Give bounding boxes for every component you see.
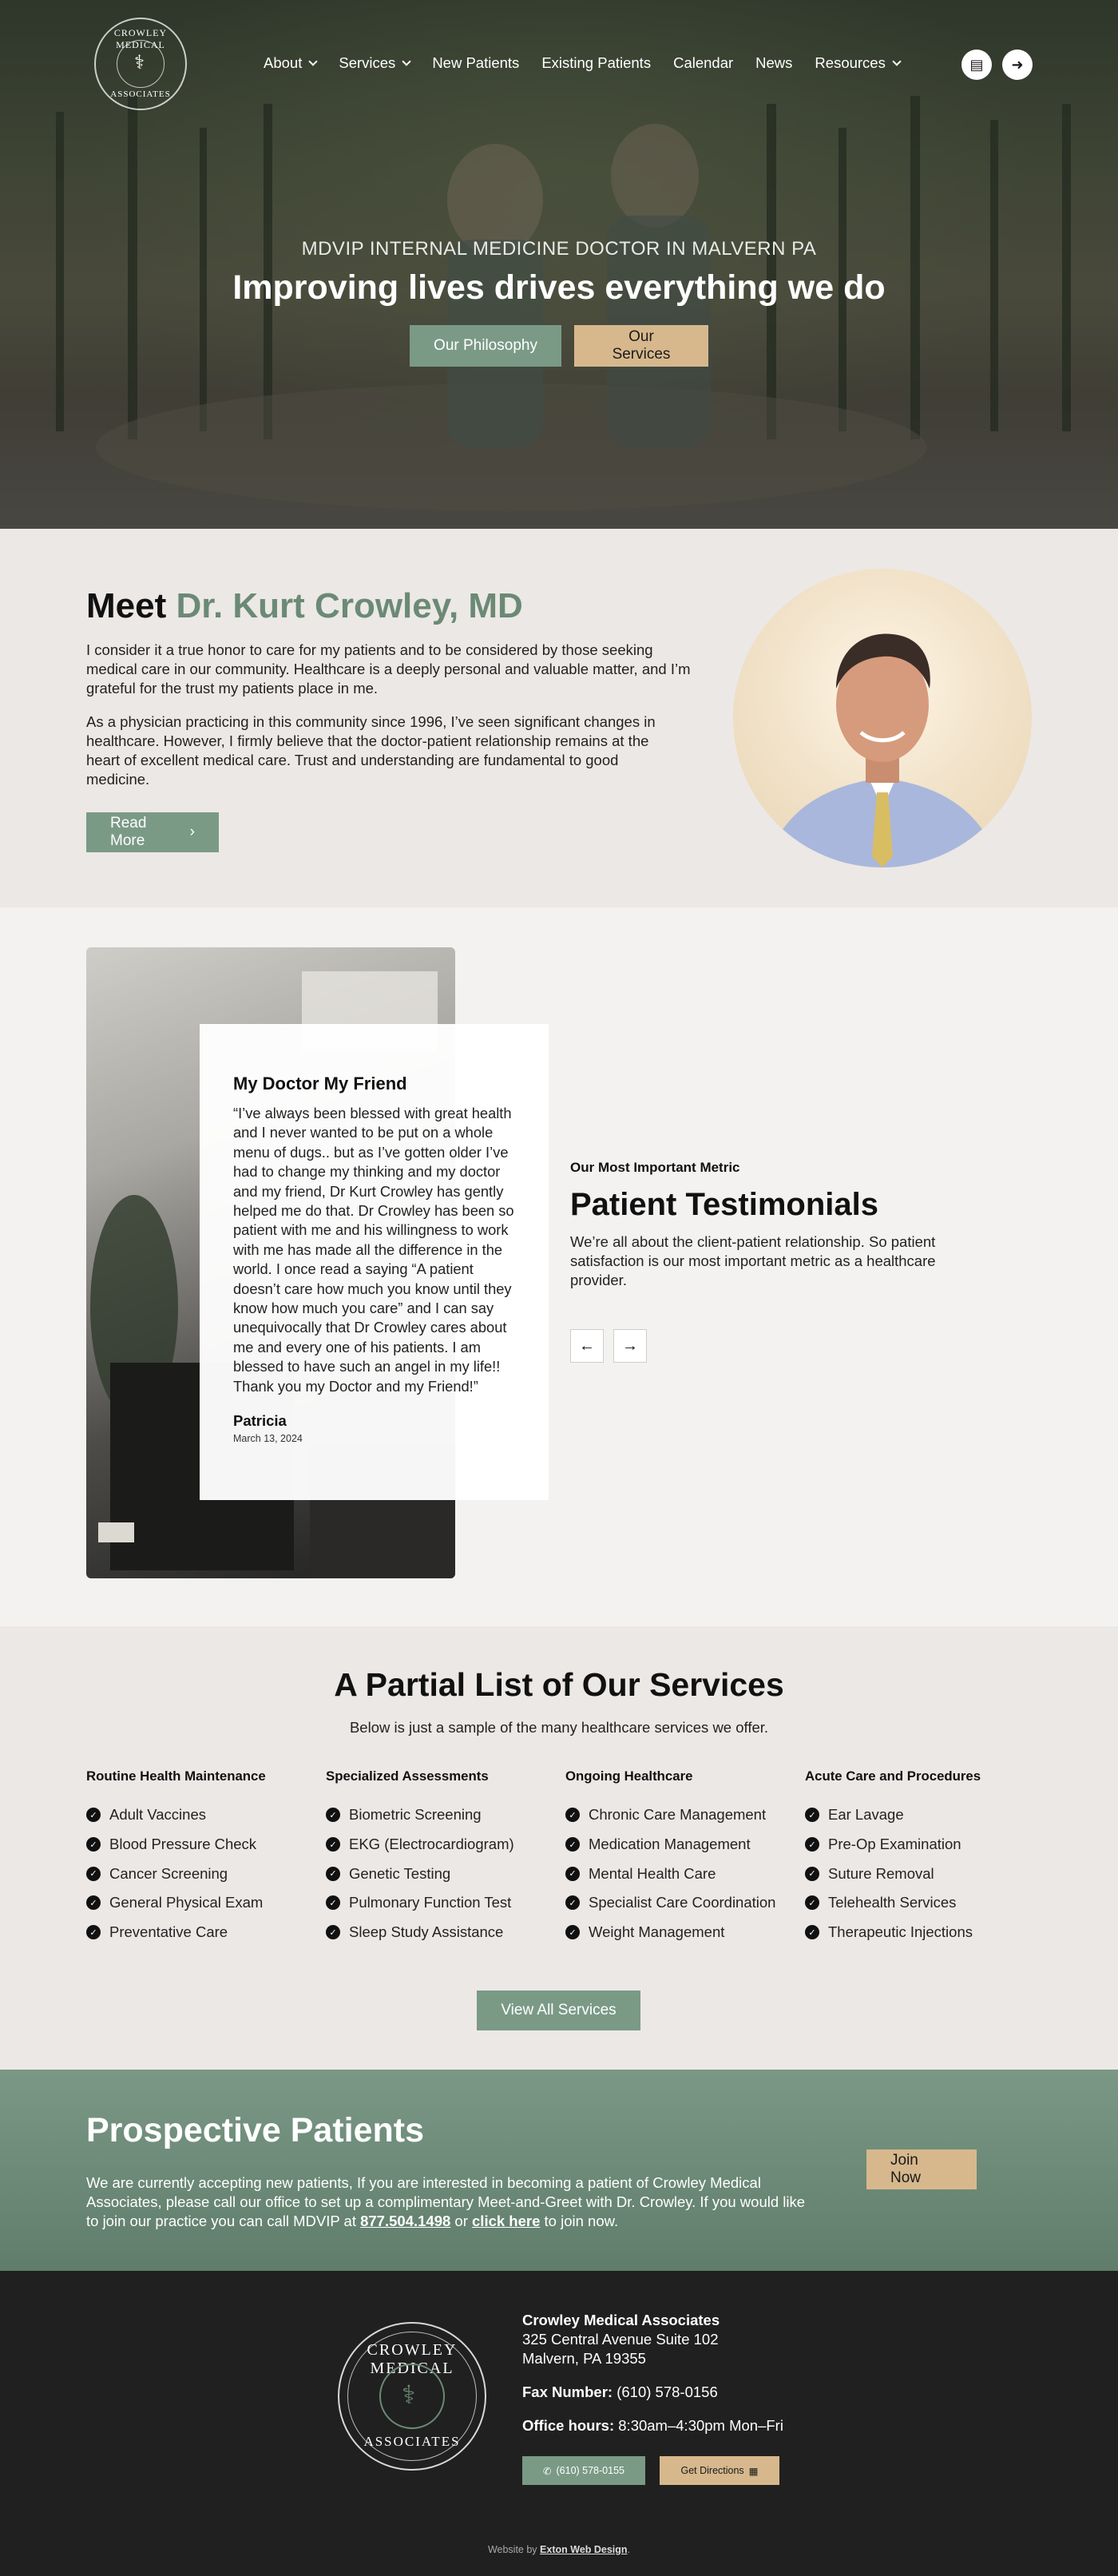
list-item xyxy=(86,1888,326,1918)
services-heading: A Partial List of Our Services xyxy=(334,1666,784,1703)
footer-buttons xyxy=(522,2456,779,2485)
meet-paragraph-1: I consider it a true honor to care for my patients and to be considered by those seeking medical care in our community. Healthcare is a deeply personal and valuable matter, and I’m grateful for the trust my patients place in me. xyxy=(86,641,691,697)
services-subheading: Below is just a sample of the many healthcare services we offer. xyxy=(349,1719,769,1736)
check-icon: ✓ xyxy=(565,1837,580,1852)
caduceus-icon: ⚕ xyxy=(134,52,145,73)
service-label: Adult Vaccines xyxy=(109,1806,206,1824)
testimonials-heading: Patient Testimonials xyxy=(570,1187,879,1222)
list-item xyxy=(805,1888,1045,1918)
testimonial-date: March 13, 2024 xyxy=(233,1433,303,1445)
prospective-patients-section xyxy=(0,2070,1118,2271)
service-label: Blood Pressure Check xyxy=(109,1836,257,1853)
footer-address-line2: Malvern, PA 19355 xyxy=(522,2350,646,2367)
service-label: Chronic Care Management xyxy=(589,1806,767,1824)
service-label: Preventative Care xyxy=(109,1923,228,1941)
arrow-right-icon[interactable]: → xyxy=(613,1329,647,1363)
prospective-text-part: to join now. xyxy=(544,2213,619,2229)
nav-item-calendar[interactable] xyxy=(673,54,733,72)
chevron-right-icon: › xyxy=(189,824,195,840)
check-icon: ✓ xyxy=(805,1867,819,1881)
hero-buttons xyxy=(0,325,1118,367)
column-title: Ongoing Healthcare xyxy=(565,1768,693,1784)
testimonials-section xyxy=(0,907,1118,1626)
check-icon: ✓ xyxy=(565,1895,580,1910)
arrow-left-icon[interactable]: ← xyxy=(570,1329,604,1363)
list-item xyxy=(326,1830,565,1860)
list-item xyxy=(326,1918,565,1947)
nav-label: Services xyxy=(339,54,396,71)
prospective-text xyxy=(86,2173,821,2231)
site-footer xyxy=(0,2271,1118,2576)
logo-text-top: CROWLEY MEDICAL xyxy=(113,27,168,50)
list-item xyxy=(565,1859,805,1888)
service-label: Ear Lavage xyxy=(828,1806,904,1824)
testimonials-description: We’re all about the client-patient relationship. So patient satisfaction is our most important metric as a healthcare provider. xyxy=(570,1233,936,1288)
check-icon: ✓ xyxy=(86,1808,101,1822)
nav-item-existing-patients[interactable] xyxy=(541,54,651,72)
login-icon[interactable]: ➜ xyxy=(1002,50,1033,80)
footer-org-name: Crowley Medical Associates xyxy=(522,2312,720,2328)
nav-item-services[interactable] xyxy=(339,54,410,72)
check-icon: ✓ xyxy=(326,1808,340,1822)
services-column xyxy=(86,1768,326,1947)
our-philosophy-button[interactable]: Our Philosophy xyxy=(410,325,561,367)
hours-value: 8:30am–4:30pm Mon–Fri xyxy=(618,2417,783,2434)
meet-paragraph-2: As a physician practicing in this community since 1996, I’ve seen significant changes in healthcare. However, I firmly believe that the doctor-patient relationship remains at the heart of excellent medical care. Trust and understanding are fundamental to good medicine. xyxy=(86,713,656,788)
nav-item-news[interactable] xyxy=(755,54,792,72)
list-item xyxy=(326,1888,565,1918)
check-icon: ✓ xyxy=(565,1925,580,1939)
footer-logo-text-bottom: ASSOCIATES xyxy=(363,2434,461,2449)
nav-label: Existing Patients xyxy=(541,54,652,71)
check-icon: ✓ xyxy=(86,1925,101,1939)
check-icon: ✓ xyxy=(326,1925,340,1939)
doctor-portrait-image xyxy=(733,569,1032,867)
service-label: Cancer Screening xyxy=(109,1864,228,1882)
list-item xyxy=(326,1800,565,1830)
prospective-text-part: We are currently accepting new patients, If you are interested in becoming a patient of Crowley Medical Associates, please call our office to set up a complimentary Meet-and-Greet with Dr. Crowley. If you would like to join our practice you can call MDVIP at xyxy=(86,2174,806,2229)
service-label: Mental Health Care xyxy=(589,1864,716,1882)
check-icon: ✓ xyxy=(805,1895,819,1910)
list-item xyxy=(805,1859,1045,1888)
nav-item-new-patients[interactable] xyxy=(432,54,519,72)
service-label: Weight Management xyxy=(589,1923,725,1941)
directions-label: Get Directions xyxy=(680,2465,744,2476)
hero-subtitle: MDVIP INTERNAL MEDICINE DOCTOR IN MALVERN PA xyxy=(301,238,817,260)
nav-label: New Patients xyxy=(432,54,520,71)
hours-label: Office hours: xyxy=(522,2417,615,2434)
service-label: Therapeutic Injections xyxy=(828,1923,973,1941)
service-label: Suture Removal xyxy=(828,1864,934,1882)
testimonial-quote: “I’ve always been blessed with great health and I never wanted to be put on a whole menu of dugs.. but as I’ve gotten older I’ve had to change my thinking and my doctor and my friend, Dr Kurt Crowley has gently helped me do that. Dr Crowley has been so patient with me and his willingness to work with me has made all the difference in the world. I once read a saying “A patient doesn’t care how much you know until they know how much you care” and I can say unequivocally that Dr Crowley cares about me and every one of his patients. I am blessed to have such an angel in my life!! Thank you my Doctor and my Friend!” xyxy=(233,1105,514,1395)
read-more-label: Read More xyxy=(110,815,147,849)
nav-label: News xyxy=(755,54,793,71)
check-icon: ✓ xyxy=(805,1808,819,1822)
testimonial-card xyxy=(200,1024,549,1500)
list-item xyxy=(565,1888,805,1918)
chevron-down-icon xyxy=(402,57,411,65)
service-label: Sleep Study Assistance xyxy=(349,1923,504,1941)
meet-heading xyxy=(86,586,523,626)
list-item xyxy=(805,1918,1045,1947)
list-item xyxy=(86,1830,326,1860)
view-all-services-button[interactable]: View All Services xyxy=(477,1991,640,2030)
column-title: Routine Health Maintenance xyxy=(86,1768,266,1784)
check-icon: ✓ xyxy=(805,1837,819,1852)
service-label: Telehealth Services xyxy=(828,1894,957,1911)
nav-item-resources[interactable] xyxy=(815,54,899,72)
testimonial-author: Patricia xyxy=(233,1412,287,1430)
services-column xyxy=(805,1768,1045,1947)
credit-suffix: . xyxy=(627,2544,631,2555)
call-phone-button[interactable] xyxy=(522,2456,645,2485)
check-icon: ✓ xyxy=(565,1867,580,1881)
list-item xyxy=(805,1830,1045,1860)
list-item xyxy=(565,1800,805,1830)
service-label: Genetic Testing xyxy=(349,1864,451,1882)
nav-label: About xyxy=(264,54,303,71)
credit-link[interactable]: Exton Web Design xyxy=(540,2544,628,2555)
hero-content xyxy=(0,238,1118,367)
check-icon: ✓ xyxy=(326,1867,340,1881)
nav-item-about[interactable] xyxy=(264,54,316,72)
list-item xyxy=(86,1800,326,1830)
phone-icon: ✆ xyxy=(543,2465,552,2477)
footer-logo-text-top: CROWLEY MEDICAL xyxy=(367,2341,458,2377)
check-icon: ✓ xyxy=(86,1895,101,1910)
site-logo[interactable] xyxy=(94,18,187,110)
logo-text-bottom: ASSOCIATES xyxy=(110,89,171,99)
document-icon[interactable]: ▤ xyxy=(961,50,992,80)
service-label: Biometric Screening xyxy=(349,1806,482,1824)
check-icon: ✓ xyxy=(805,1925,819,1939)
hero-title: Improving lives drives everything we do xyxy=(232,268,886,307)
prospective-text-part: or xyxy=(454,2213,468,2229)
column-title: Specialized Assessments xyxy=(326,1768,489,1784)
caduceus-icon: ⚕ xyxy=(402,2380,416,2409)
list-item xyxy=(86,1859,326,1888)
click-here-link[interactable]: click here xyxy=(472,2213,541,2229)
footer-contact-info xyxy=(522,2311,783,2435)
meet-heading-prefix: Meet xyxy=(86,586,167,625)
list-item xyxy=(565,1830,805,1860)
services-columns xyxy=(86,1768,1045,1947)
chevron-down-icon xyxy=(892,57,901,65)
testimonial-title: My Doctor My Friend xyxy=(233,1074,407,1094)
meet-doctor-section xyxy=(0,529,1118,907)
doctor-portrait xyxy=(733,569,1032,867)
check-icon: ✓ xyxy=(326,1895,340,1910)
check-icon: ✓ xyxy=(86,1837,101,1852)
join-now-button[interactable]: Join Now xyxy=(866,2149,977,2189)
service-label: General Physical Exam xyxy=(109,1894,264,1911)
service-label: Medication Management xyxy=(589,1836,751,1853)
column-title: Acute Care and Procedures xyxy=(805,1768,981,1784)
services-section xyxy=(0,1626,1118,2070)
check-icon: ✓ xyxy=(86,1867,101,1881)
footer-hours xyxy=(522,2416,783,2435)
our-services-button[interactable]: Our Services xyxy=(574,325,708,367)
nav-icon-group xyxy=(961,50,1033,80)
chevron-down-icon xyxy=(309,57,318,65)
credit-prefix: Website by xyxy=(487,2544,537,2555)
fax-label: Fax Number: xyxy=(522,2383,613,2400)
list-item xyxy=(565,1918,805,1947)
list-item xyxy=(86,1918,326,1947)
footer-address-line1: 325 Central Avenue Suite 102 xyxy=(522,2331,719,2348)
testimonials-eyebrow: Our Most Important Metric xyxy=(570,1160,740,1175)
map-icon: ▦ xyxy=(748,2465,759,2477)
testimonials-intro xyxy=(570,1160,953,1290)
service-label: EKG (Electrocardiogram) xyxy=(349,1836,514,1853)
nav-label: Resources xyxy=(815,54,886,71)
get-directions-button[interactable] xyxy=(660,2456,779,2485)
list-item xyxy=(805,1800,1045,1830)
main-nav xyxy=(0,0,1118,132)
read-more-button[interactable] xyxy=(86,812,219,852)
services-column xyxy=(565,1768,805,1947)
site-credit xyxy=(0,2544,1118,2555)
fax-value: (610) 578-0156 xyxy=(616,2383,718,2400)
prospective-heading: Prospective Patients xyxy=(86,2111,425,2149)
check-icon: ✓ xyxy=(565,1808,580,1822)
list-item xyxy=(326,1859,565,1888)
nav-menu xyxy=(264,54,922,72)
service-label: Pulmonary Function Test xyxy=(349,1894,512,1911)
nav-label: Calendar xyxy=(673,54,734,71)
footer-logo[interactable] xyxy=(338,2322,486,2471)
doctor-name: Dr. Kurt Crowley, MD xyxy=(176,586,523,625)
phone-button-label: (610) 578-0155 xyxy=(556,2465,624,2476)
services-column xyxy=(326,1768,565,1947)
check-icon: ✓ xyxy=(326,1837,340,1852)
mdvip-phone-link[interactable]: 877.504.1498 xyxy=(360,2213,451,2229)
service-label: Specialist Care Coordination xyxy=(589,1894,776,1911)
hero-section xyxy=(0,0,1118,529)
footer-fax xyxy=(522,2383,783,2402)
carousel-controls xyxy=(570,1329,647,1363)
service-label: Pre-Op Examination xyxy=(828,1836,961,1853)
